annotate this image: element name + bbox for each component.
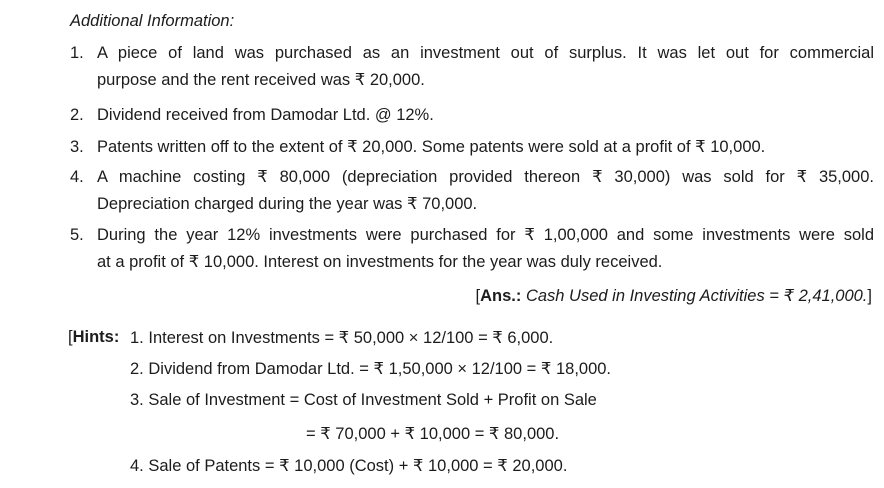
item-line: During the year 12% investments were purchased for ₹ 1,00,000 and some investments were sold [97, 226, 874, 244]
item-number: 2. [70, 106, 84, 124]
item-line: Patents written off to the extent of ₹ 20,000. Some patents were sold at a profit of ₹ 10,000. [97, 138, 766, 156]
answer-line [476, 286, 872, 306]
list-item [70, 40, 874, 94]
hint-text: = ₹ 70,000 + ₹ 10,000 = ₹ 80,000. [306, 425, 560, 443]
item-line: at a profit of ₹ 10,000. Interest on investments for the year was duly received. [97, 253, 663, 271]
hint-number: 1. [130, 329, 144, 347]
hints-open-bracket: [ [68, 328, 73, 346]
list-item [70, 102, 874, 129]
answer-text: Cash Used in Investing Activities = ₹ 2,41,000. [525, 287, 868, 305]
hint-item [130, 328, 553, 348]
item-line: Depreciation charged during the year was ₹ 70,000. [97, 195, 478, 213]
item-number: 3. [70, 138, 84, 156]
item-text [97, 222, 874, 276]
item-line: Dividend received from Damodar Ltd. @ 12%. [97, 106, 434, 124]
additional-information-heading: Additional Information: [70, 12, 235, 30]
item-number: 5. [70, 226, 84, 244]
hints-label-text: Hints: [72, 328, 120, 346]
item-text [97, 102, 874, 129]
item-text [97, 134, 874, 161]
hint-text: Sale of Patents = ₹ 10,000 (Cost) + ₹ 10,000 = ₹ 20,000. [148, 457, 568, 475]
answer-label: Ans.: [480, 287, 522, 305]
hint-text: Sale of Investment = Cost of Investment Sold + Profit on Sale [148, 391, 597, 409]
hints-label [68, 328, 119, 347]
item-text [97, 164, 874, 218]
hint-number: 2. [130, 360, 144, 378]
list-item [70, 134, 874, 161]
hint-item [130, 359, 611, 379]
hint-text: Dividend from Damodar Ltd. = ₹ 1,50,000 × 12/100 = ₹ 18,000. [148, 360, 612, 378]
list-item [70, 164, 874, 218]
hint-number: 4. [130, 457, 144, 475]
hint-continuation [306, 424, 559, 444]
item-line: purpose and the rent received was ₹ 20,000. [97, 71, 425, 89]
hint-item [130, 391, 597, 410]
item-line: A machine costing ₹ 80,000 (depreciation provided thereon ₹ 30,000) was sold for ₹ 35,000. [97, 168, 874, 186]
list-item [70, 222, 874, 276]
item-number: 1. [70, 44, 84, 62]
hint-item [130, 456, 567, 476]
hint-text: Interest on Investments = ₹ 50,000 × 12/100 = ₹ 6,000. [148, 329, 554, 347]
item-text [97, 40, 874, 94]
hint-number: 3. [130, 391, 144, 409]
answer-open-bracket: [ [475, 287, 481, 305]
item-line: A piece of land was purchased as an investment out of surplus. It was let out for commercial [97, 44, 874, 62]
item-number: 4. [70, 168, 84, 186]
answer-close-bracket: ] [867, 287, 872, 305]
